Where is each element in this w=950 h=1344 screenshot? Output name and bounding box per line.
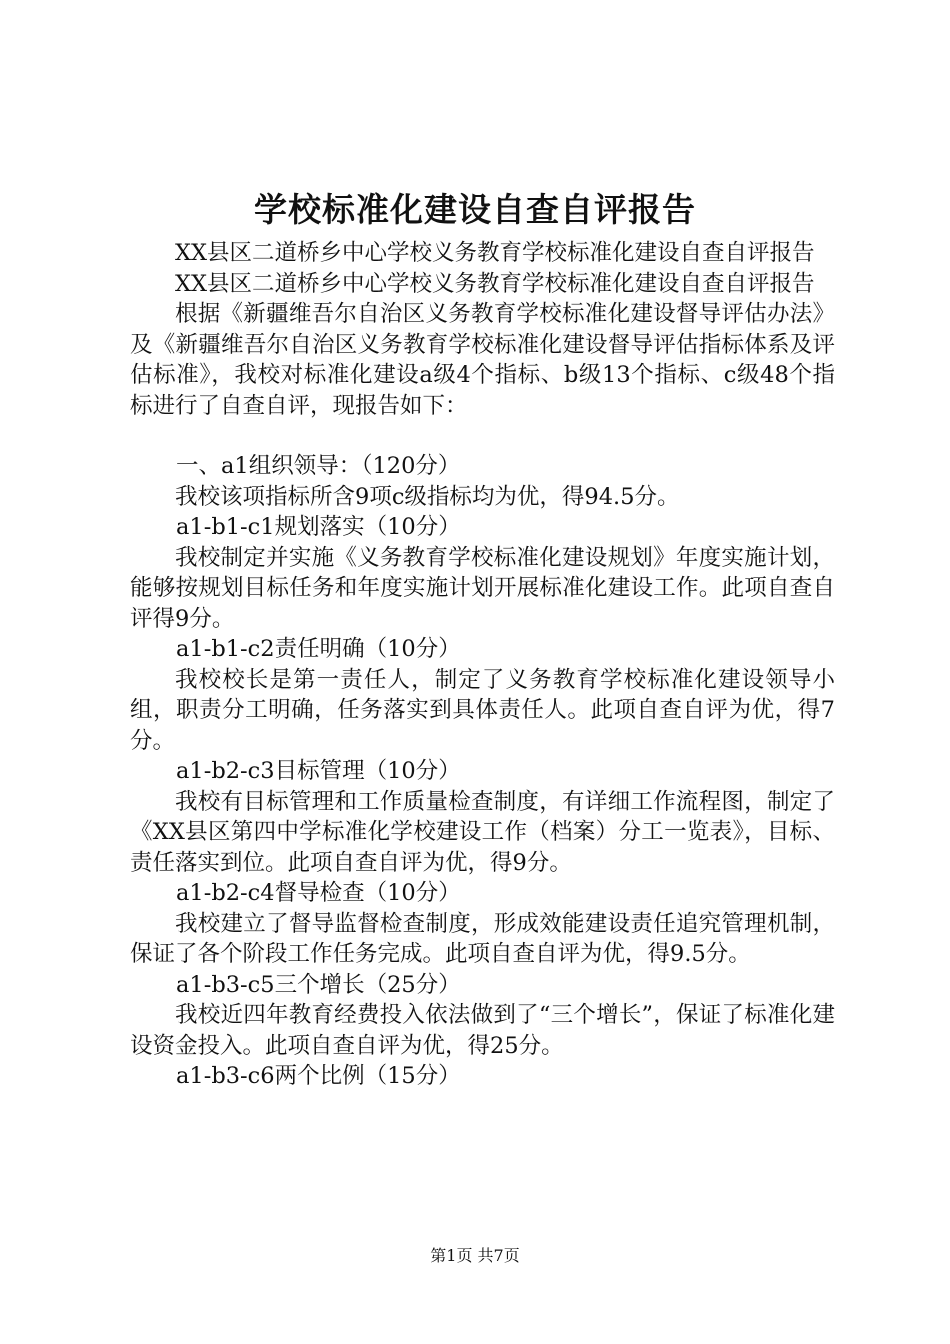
section-heading: a1-b1-c2责任明确（10分）: [176, 636, 461, 662]
paragraph-spacer: [130, 421, 835, 451]
section-heading: a1-b1-c1规划落实（10分）: [176, 514, 461, 540]
section-text: 我校该项指标所含9项c级指标均为优，得94.5分。: [175, 483, 680, 510]
section-text: 我校校长是第一责任人，制定了义务教育学校标准化建设领导小组，职责分工明确，任务落实到具体责任人。此项自查自评为优，得7分。: [130, 666, 835, 754]
section-heading: a1-b2-c4督导检查（10分）: [176, 880, 461, 906]
intro-paragraph-2: XX县区二道桥乡中心学校义务教育学校标准化建设自查自评报告: [175, 270, 815, 297]
intro-paragraph-1: XX县区二道桥乡中心学校义务教育学校标准化建设自查自评报告: [175, 240, 815, 266]
intro-paragraph-3: 根据《新疆维吾尔自治区义务教育学校标准化建设督导评估办法》及《新疆维吾尔自治区义务教育学校标准化建设督导评估指标体系及评估标准》，我校对标准化建设a级4个指标、b级13个指标、c级48个指标进行了自查自评，现报告如下：: [130, 301, 835, 419]
section-text: 我校有目标管理和工作质量检查制度，有详细工作流程图，制定了《XX县区第四中学标准化学校建设工作（档案）分工一览表》，目标、责任落实到位。此项自查自评为优，得9分。: [130, 788, 835, 876]
section-text: 我校制定并实施《义务教育学校标准化建设规划》年度实施计划，能够按规划目标任务和年度实施计划开展标准化建设工作。此项自查自评得9分。: [130, 544, 835, 632]
section-heading: 一、a1组织领导：（120分）: [176, 453, 461, 479]
page-footer: 第1页 共7页: [430, 1246, 520, 1265]
document-body: [130, 238, 835, 1092]
document-title: 学校标准化建设自查自评报告: [254, 190, 696, 229]
section-text: 我校近四年教育经费投入依法做到了“三个增长”，保证了标准化建设资金投入。此项自查自评为优，得25分。: [130, 1002, 835, 1059]
section-heading: a1-b3-c5三个增长（25分）: [176, 971, 461, 998]
section-heading: a1-b2-c3目标管理（10分）: [176, 758, 461, 784]
section-text: 我校建立了督导监督检查制度，形成效能建设责任追究管理机制，保证了各个阶段工作任务完成。此项自查自评为优，得9.5分。: [130, 910, 835, 967]
section-heading: a1-b3-c6两个比例（15分）: [176, 1063, 461, 1089]
